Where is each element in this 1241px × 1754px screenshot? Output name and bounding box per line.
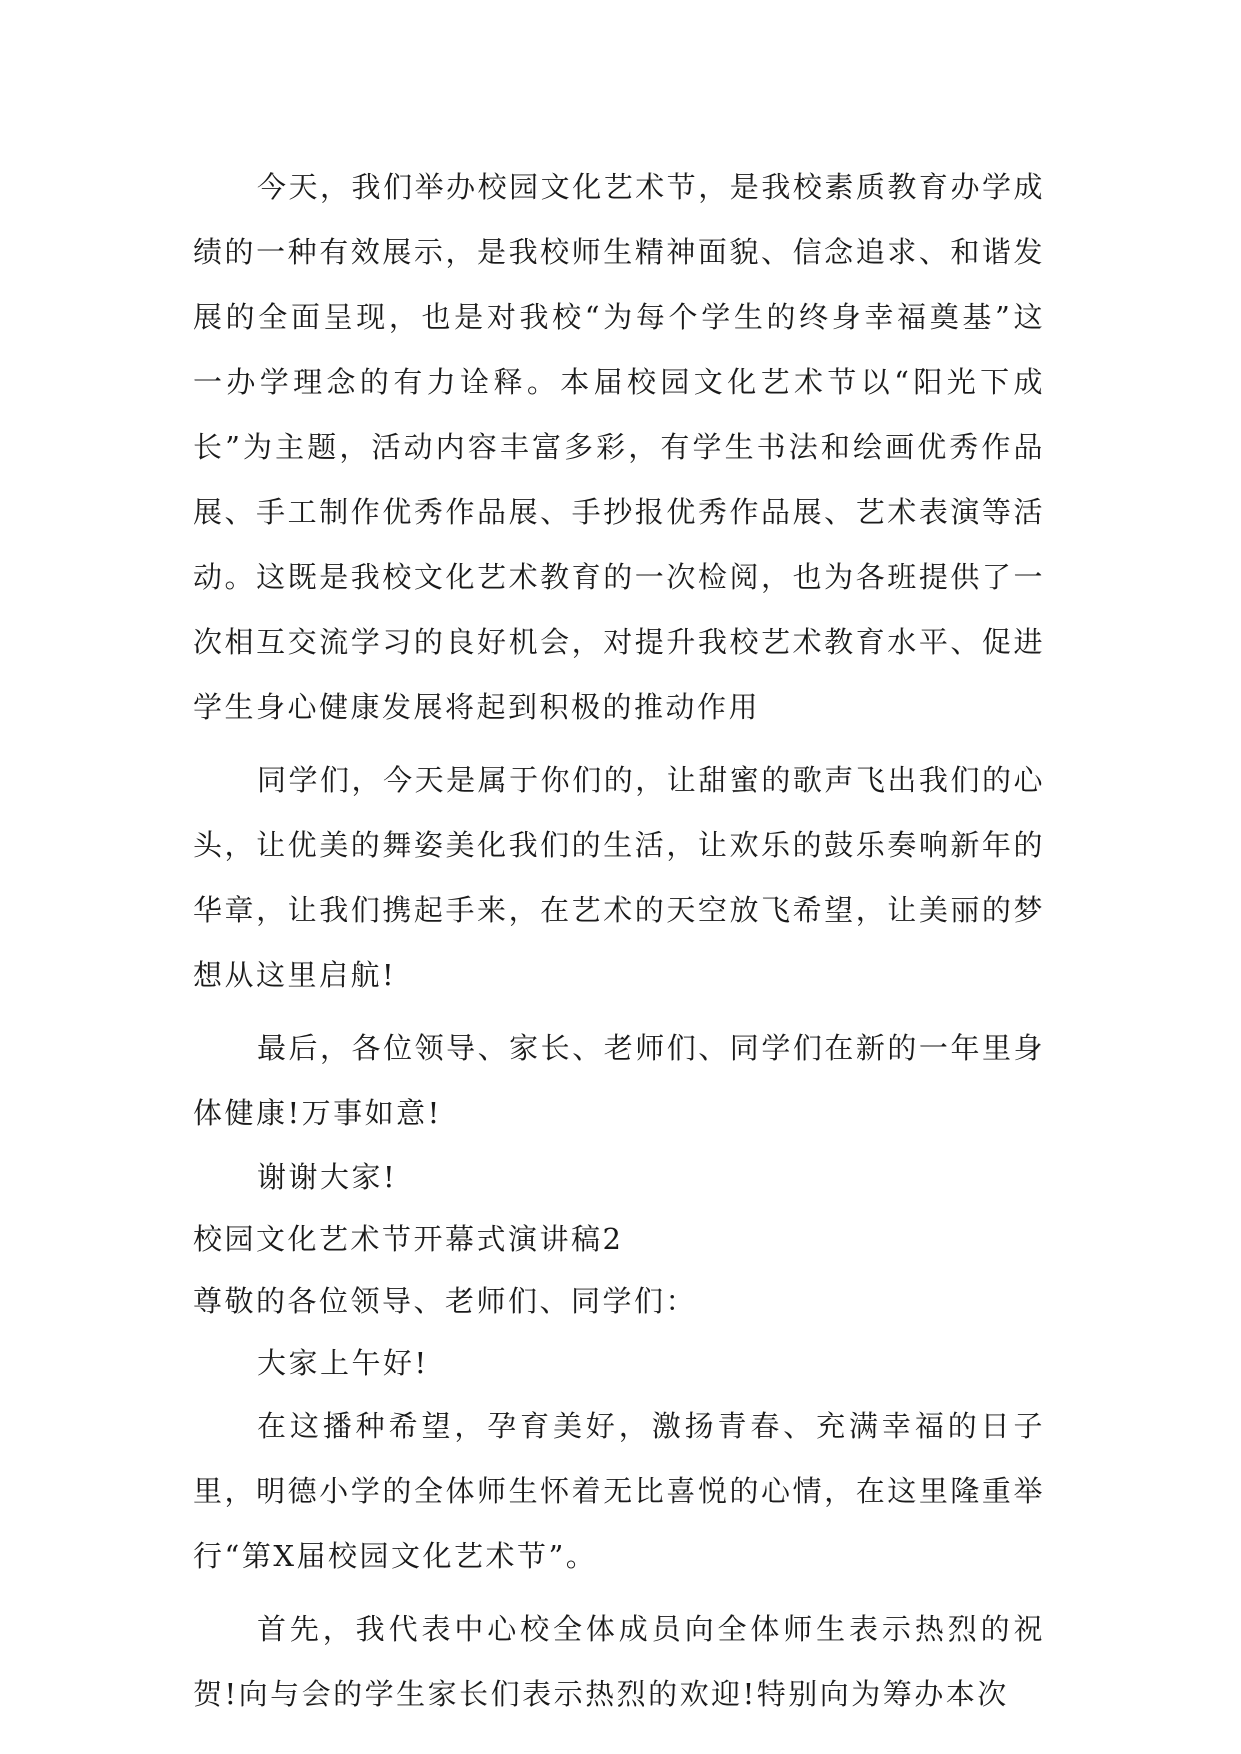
document-body [193, 155, 1045, 1727]
paragraph-art-festival-intro: 今天，我们举办校园文化艺术节，是我校素质教育办学成绩的一种有效展示，是我校师生精神面貌、信念追求、和谐发展的全面呈现，也是对我校“为每个学生的终身幸福奠基”这一办学理念的有力诠释。本届校园文化艺术节以“阳光下成长”为主题，活动内容丰富多彩，有学生书法和绘画优秀作品展、手工制作优秀作品展、手抄报优秀作品展、艺术表演等活动。这既是我校文化艺术教育的一次检阅，也为各班提供了一次相互交流学习的良好机会，对提升我校艺术教育水平、促进学生身心健康发展将起到积极的推动作用 [193, 170, 1045, 724]
paragraph-festival-opening: 在这播种希望，孕育美好，激扬青春、充满幸福的日子里，明德小学的全体师生怀着无比喜悦的心情，在这里隆重举行“第X届校园文化艺术节”。 [193, 1409, 1045, 1573]
paragraph-greeting: 大家上午好! [257, 1346, 429, 1380]
paragraph-students-address: 同学们，今天是属于你们的，让甜蜜的歌声飞出我们的心头，让优美的舞姿美化我们的生活，让欢乐的鼓乐奏响新年的华章，让我们携起手来，在艺术的天空放飞希望，让美丽的梦想从这里启航! [193, 763, 1045, 992]
section-title: 校园文化艺术节开幕式演讲稿2 [193, 1222, 624, 1256]
paragraph-closing-wishes: 最后，各位领导、家长、老师们、同学们在新的一年里身体健康!万事如意! [193, 1031, 1045, 1130]
salutation: 尊敬的各位领导、老师们、同学们： [193, 1284, 698, 1318]
paragraph-thanks: 谢谢大家! [257, 1160, 398, 1194]
paragraph-congratulations: 首先，我代表中心校全体成员向全体师生表示热烈的祝贺!向与会的学生家长们表示热烈的欢迎!特别向为筹办本次 [193, 1612, 1045, 1711]
